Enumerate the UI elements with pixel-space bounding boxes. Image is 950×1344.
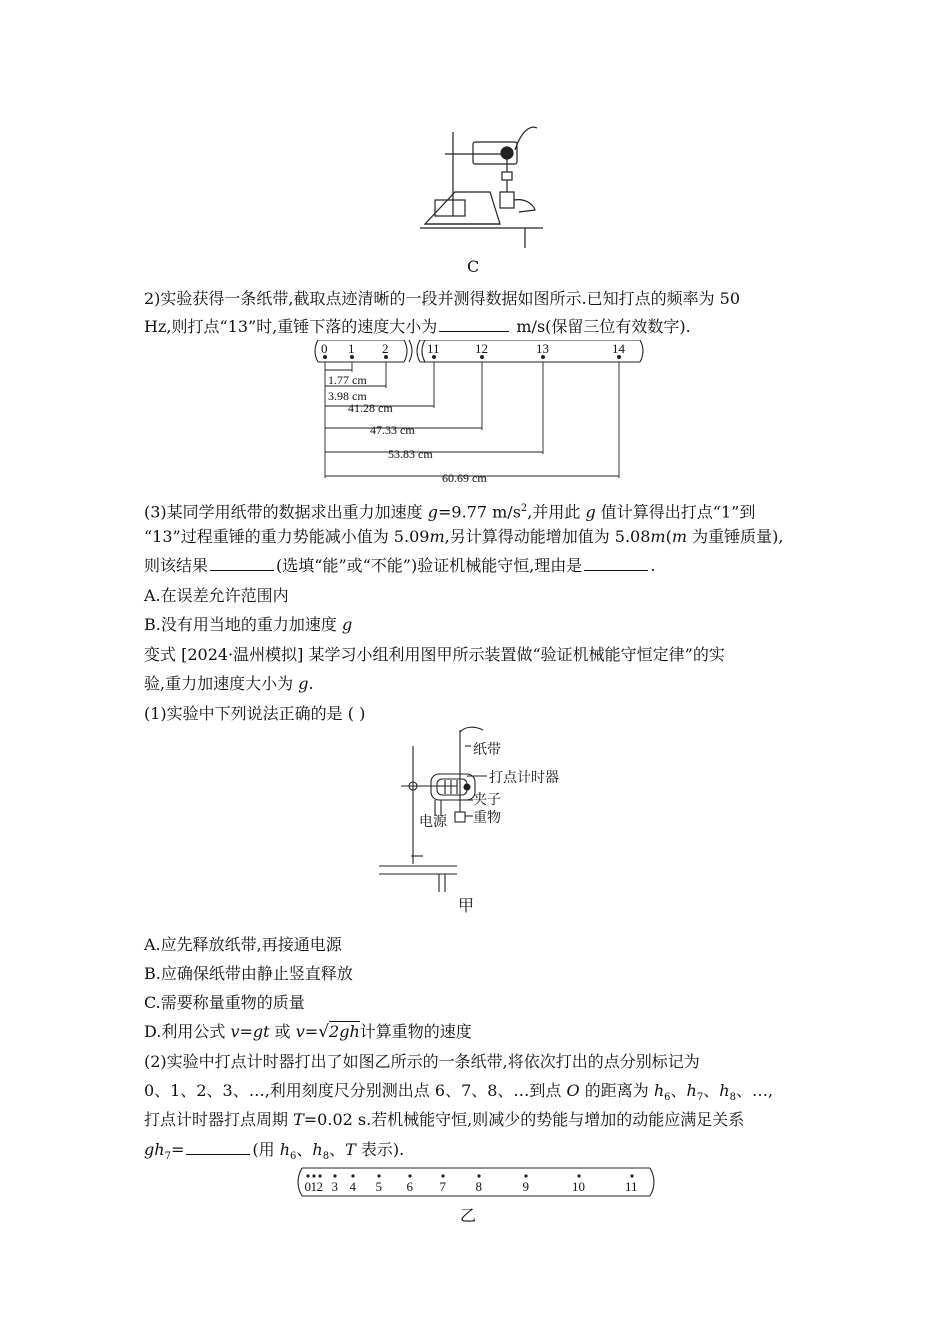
label-weight: 重物 <box>473 811 501 826</box>
tape2-label-0: 0 <box>304 1179 311 1194</box>
tape2-label-8: 8 <box>475 1179 482 1194</box>
v1-option-a: A.应先释放纸带,再接通电源 <box>144 935 342 954</box>
tape2-dot-8 <box>477 1174 480 1177</box>
variant-line1: 变式 [2024·温州模拟] 某学习小组利用图甲所示装置做“验证机械能守恒定律”的实 <box>144 645 725 664</box>
q2-line2: Hz,则打点“13”时,重锤下落的速度大小为 m/s(保留三位有效数字). <box>144 317 691 336</box>
tape1-dist-14: 60.69 cm <box>442 471 487 485</box>
tape2-dot-5 <box>377 1174 380 1177</box>
v2-line2: 0、1、2、3、…,利用刻度尺分别测出点 6、7、8、…到点 O 的距离为 $h_6$、$h_7$、$h_8$、…, <box>144 1081 774 1104</box>
tape2-label-10: 10 <box>572 1179 585 1194</box>
tape2-dot-9 <box>524 1174 527 1177</box>
label-clip: 夹子 <box>473 793 501 808</box>
figure-c-caption: C <box>467 257 480 276</box>
paper-tape-1 <box>312 340 652 485</box>
tape2-label-11: 11 <box>625 1179 638 1194</box>
tape1-label-14: 14 <box>612 341 625 356</box>
tape2-dot-4 <box>351 1174 354 1177</box>
sqrt-radicand: 2gh <box>329 1022 360 1041</box>
q3-line1: (3)某同学用纸带的数据求出重力加速度 g=9.77 $m/s^2$,并用此 g 值计算得出打点“1”到 <box>144 502 756 522</box>
tape1-dist-13: 53.83 cm <box>388 447 433 461</box>
figure-jia-apparatus <box>375 724 585 894</box>
tape2-label-6: 6 <box>406 1179 413 1194</box>
answer-blank-velocity[interactable] <box>439 317 509 332</box>
q2-line1: 2)实验获得一条纸带,截取点迹清晰的一段并测得数据如图所示.已知打点的频率为 50 <box>144 289 741 308</box>
tape1-label-13: 13 <box>536 341 549 356</box>
paper-tape-2 <box>294 1166 660 1200</box>
tape1-dist-11: 41.28 cm <box>348 401 393 415</box>
q3-option-a: A.在误差允许范围内 <box>144 586 289 605</box>
variant-line2: 验,重力加速度大小为 g. <box>144 674 314 693</box>
tape1-label-1: 1 <box>348 341 355 356</box>
v2-line4: $gh_7=$ (用 $h_6$、$h_8$、T 表示). <box>144 1140 405 1163</box>
tape2-label-2: 2 <box>316 1179 323 1194</box>
tape1-dist-1: 1.77 cm <box>328 373 367 387</box>
tape2-dot-2 <box>318 1174 321 1177</box>
tape2-dot-0 <box>306 1174 309 1177</box>
tape1-dist-2: 3.98 cm <box>328 389 367 403</box>
answer-blank-reason[interactable] <box>584 556 648 571</box>
answer-blank-relation[interactable] <box>186 1140 250 1155</box>
tape2-label-7: 7 <box>439 1179 446 1194</box>
tape1-label-11: 11 <box>427 341 440 356</box>
tape2-label-4: 4 <box>349 1179 356 1194</box>
v1-option-b: B.应确保纸带由静止竖直释放 <box>144 964 353 983</box>
q3-line3: 则该结果 (选填“能”或“不能”)验证机械能守恒,理由是 . <box>144 556 656 575</box>
tape2-dot-10 <box>577 1174 580 1177</box>
v1-option-d: D.利用公式 v=gt 或 v=√2gh计算重物的速度 <box>144 1022 472 1042</box>
label-timer: 打点计时器 <box>489 771 559 786</box>
q3-option-b: B.没有用当地的重力加速度 g <box>144 615 353 634</box>
tape1-label-0: 0 <box>321 341 328 356</box>
label-paper-tape: 纸带 <box>473 743 501 758</box>
tape1-dist-12: 47.33 cm <box>370 423 415 437</box>
q3-line2: “13”过程重锤的重力势能减小值为 5.09m,另计算得动能增加值为 5.08m(m 为重锤质量), <box>144 527 784 546</box>
tape2-label-3: 3 <box>331 1179 338 1194</box>
tape2-label-9: 9 <box>522 1179 529 1194</box>
tape2-dot-3 <box>333 1174 336 1177</box>
tape2-label-5: 5 <box>375 1179 382 1194</box>
tape1-label-2: 2 <box>382 341 389 356</box>
tape2-dot-6 <box>408 1174 411 1177</box>
tape2-label-1: 1 <box>310 1179 317 1194</box>
v2-line1: (2)实验中打点计时器打出了如图乙所示的一条纸带,将依次打出的点分别标记为 <box>144 1052 700 1071</box>
answer-blank-can-verify[interactable] <box>210 556 274 571</box>
tape2-dot-7 <box>441 1174 444 1177</box>
figure-jia-caption: 甲 <box>458 896 475 915</box>
tape2-dot-1 <box>312 1174 315 1177</box>
tape1-label-12: 12 <box>475 341 488 356</box>
v2-line3: 打点计时器打点周期 T=0.02 s.若机械能守恒,则减少的势能与增加的动能应满足关系 <box>144 1110 745 1129</box>
figure-yi-caption: 乙 <box>460 1206 477 1225</box>
tape2-dot-11 <box>630 1174 633 1177</box>
sqrt-sign: √ <box>318 1022 330 1042</box>
v1-option-c: C.需要称量重物的质量 <box>144 993 305 1012</box>
label-power: 电源 <box>419 815 447 830</box>
figure-c-apparatus <box>415 120 545 250</box>
v1-question: (1)实验中下列说法正确的是 ( ) <box>144 704 366 723</box>
